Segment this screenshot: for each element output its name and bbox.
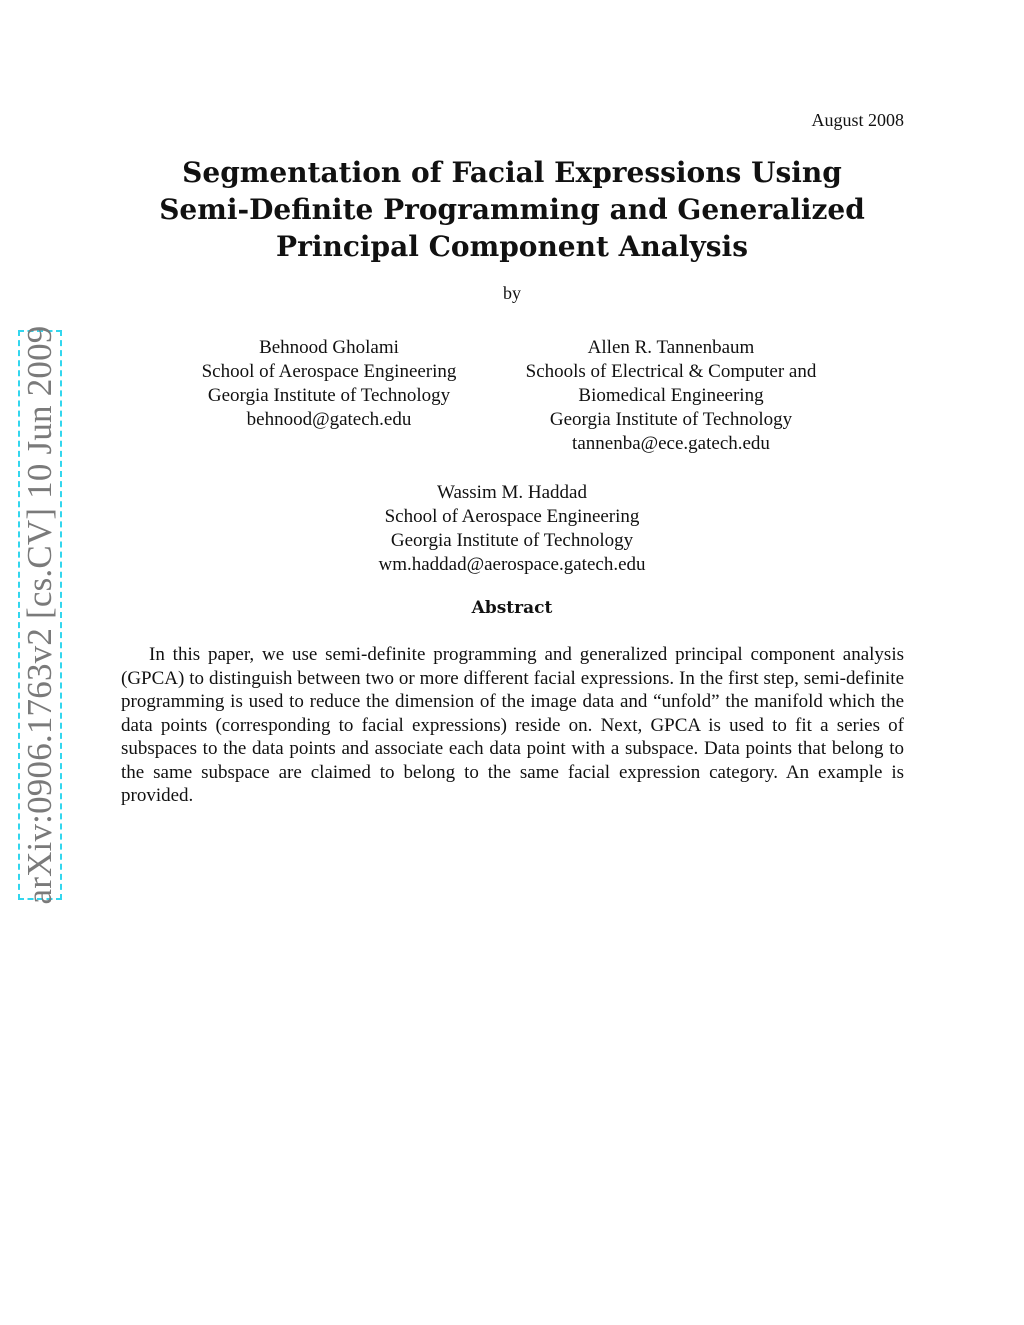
author-email: behnood@gatech.edu — [246, 409, 412, 430]
by-line: by — [503, 283, 521, 303]
author-affiliation-line: School of Aerospace Engineering — [201, 361, 457, 382]
arxiv-stamp-text: arXiv:0906.1763v2 [cs.CV] 10 Jun 2009 — [20, 325, 59, 905]
author-name: Allen R. Tannenbaum — [587, 337, 755, 358]
author-email: tannenba@ece.gatech.edu — [572, 433, 770, 454]
author-name: Wassim M. Haddad — [437, 482, 587, 503]
author-block-haddad — [312, 481, 712, 577]
author-affiliation-line: Biomedical Engineering — [578, 385, 764, 406]
author-affiliation-line: Georgia Institute of Technology — [549, 409, 793, 430]
abstract-heading: Abstract — [471, 598, 553, 618]
author-block-tannenbaum — [500, 336, 842, 456]
author-name: Behnood Gholami — [259, 337, 399, 358]
abstract-body: In this paper, we use semi-definite programming and generalized principal component analysis (GPCA) to distinguish between two or more different facial expressions. In the first step, semi-definite programming is used to reduce the dimension of the image data and “unfold” the manifold which the data points (corresponding to facial expressions) reside on. Next, GPCA is used to fit a series of subspaces to the data points and associate each data point with a subspace. Data points that belong to the same subspace are claimed to belong to the same facial expression category. An example is provided. — [121, 644, 904, 806]
paper-date: August 2008 — [811, 110, 904, 130]
author-email: wm.haddad@aerospace.gatech.edu — [378, 554, 646, 575]
paper-title: Segmentation of Facial Expressions Using Semi-Definite Programming and Generalized Principal Component Analysis — [159, 156, 865, 263]
author-block-gholami — [170, 336, 488, 432]
author-affiliation-line: Georgia Institute of Technology — [207, 385, 451, 406]
author-affiliation-line: School of Aerospace Engineering — [384, 506, 640, 527]
author-affiliation-line: Schools of Electrical & Computer and — [525, 361, 817, 382]
author-affiliation-line: Georgia Institute of Technology — [390, 530, 634, 551]
